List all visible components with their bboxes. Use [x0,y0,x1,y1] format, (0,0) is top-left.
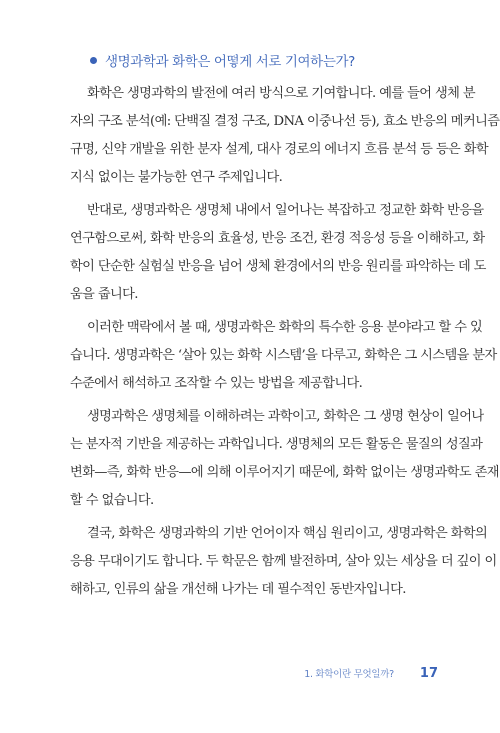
paragraph-2 [70,197,486,309]
paragraph-line: 변화—즉, 화학 반응—에 의해 이루어지기 때문에, 화학 없이는 생명과학도 존재 [70,465,499,480]
paragraph-line: 생명과학은 생명체를 이해하려는 과학이고, 화학은 그 생명 현상이 일어나 [87,409,484,424]
section-heading-text: 생명과학과 화학은 어떻게 서로 기여하는가? [105,54,355,70]
paragraph-5 [70,520,497,604]
running-footer-chapter: 1. 화학이란 무엇일까? [304,669,394,680]
paragraph-line: 학이 단순한 실험실 반응을 넘어 생체 환경에서의 반응 원리를 파악하는 데 도 [70,259,486,274]
page-footer [304,666,438,681]
body-text [70,80,500,609]
paragraph-4 [70,403,499,515]
paragraph-3 [70,314,497,398]
paragraph-line: 지식 없이는 불가능한 연구 주제입니다. [70,170,283,185]
paragraph-line: 연구함으로써, 화학 반응의 효율성, 반응 조건, 환경 적응성 등을 이해하고, 화 [70,231,485,246]
paragraph-line: 규명, 신약 개발을 위한 분자 설계, 대사 경로의 에너지 흐름 분석 등 등은 화학 [70,142,489,157]
paragraph-line: 결국, 화학은 생명과학의 기반 언어이자 핵심 원리이고, 생명과학은 화학의 [87,526,488,541]
paragraph-line: 수준에서 해석하고 조작할 수 있는 방법을 제공합니다. [70,376,363,391]
paragraph-line: 응용 무대이기도 합니다. 두 학문은 함께 발전하며, 살아 있는 세상을 더 깊이 이 [70,554,497,569]
paragraph-line: 할 수 없습니다. [70,493,154,508]
paragraph-line: 해하고, 인류의 삶을 개선해 나가는 데 필수적인 동반자입니다. [70,582,406,597]
paragraph-line: 자의 구조 분석(예: 단백질 결정 구조, DNA 이중나선 등), 효소 반응의 메커니즘 [70,114,500,129]
page-number: 17 [419,666,438,681]
paragraph-line: 이러한 맥락에서 볼 때, 생명과학은 화학의 특수한 응용 분야라고 할 수 있 [87,320,483,335]
paragraph-line: 습니다. 생명과학은 ‘살아 있는 화학 시스템’을 다루고, 화학은 그 시스템을 분자 [70,348,497,363]
paragraph-1 [70,80,500,192]
paragraph-line: 움을 줍니다. [70,287,138,302]
paragraph-line: 는 분자적 기반을 제공하는 과학입니다. 생명체의 모든 활동은 물질의 성질과 [70,437,483,452]
bullet-dot-icon [90,57,97,64]
paragraph-line: 반대로, 생명과학은 생명체 내에서 일어나는 복잡하고 정교한 화학 반응을 [87,203,484,218]
section-heading [90,50,355,70]
paragraph-line: 화학은 생명과학의 발전에 여러 방식으로 기여합니다. 예를 들어 생체 분 [87,86,475,101]
